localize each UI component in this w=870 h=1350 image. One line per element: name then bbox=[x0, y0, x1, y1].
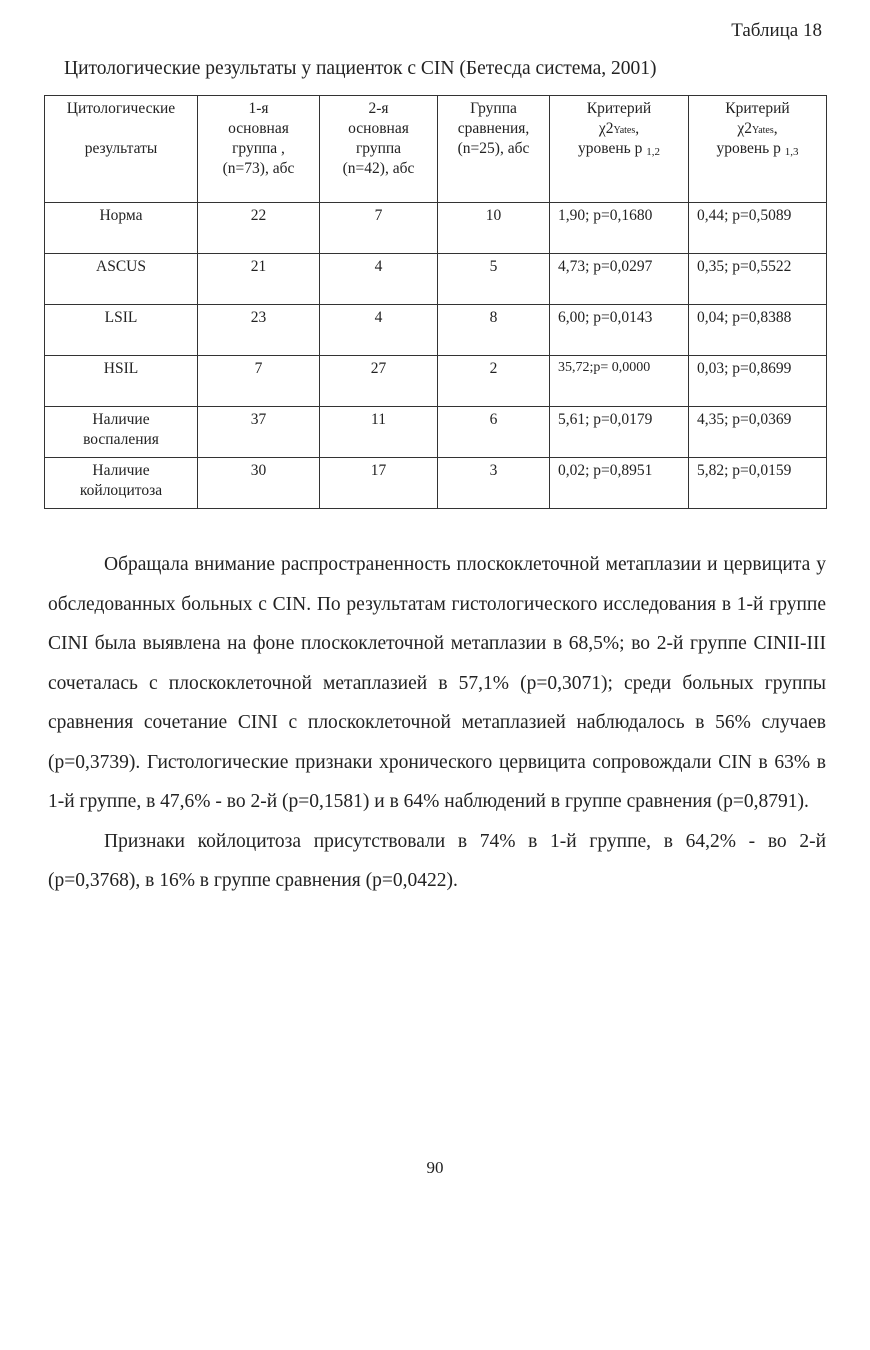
table-row bbox=[45, 203, 827, 254]
cell-p12: 35,72;р= 0,0000 bbox=[550, 356, 689, 407]
page-number: 90 bbox=[426, 1158, 444, 1177]
row-label: Норма bbox=[45, 203, 198, 254]
cell-p13: 0,35; р=0,5522 bbox=[689, 254, 827, 305]
row-label: Наличие воспаления bbox=[45, 407, 198, 458]
table-caption: Цитологические результаты у пациенток с CIN (Бетесда система, 2001) bbox=[64, 58, 657, 79]
cell-p12: 4,73; р=0,0297 bbox=[550, 254, 689, 305]
cell-group1: 7 bbox=[198, 356, 320, 407]
header-criterion-p13: Критерий χ2Yates, уровень р 1,3 bbox=[689, 96, 827, 203]
cell-group2: 4 bbox=[320, 305, 438, 356]
cell-p12: 1,90; р=0,1680 bbox=[550, 203, 689, 254]
cell-p13: 0,44; р=0,5089 bbox=[689, 203, 827, 254]
cell-group2: 7 bbox=[320, 203, 438, 254]
cell-p13: 0,04; р=0,8388 bbox=[689, 305, 827, 356]
cell-group1: 21 bbox=[198, 254, 320, 305]
table-header-row bbox=[45, 96, 827, 203]
header-group1: 1-я основная группа , (n=73), абс bbox=[198, 96, 320, 203]
table-row bbox=[45, 305, 827, 356]
cell-comparison: 10 bbox=[438, 203, 550, 254]
table-label: Таблица 18 bbox=[731, 20, 822, 41]
cell-p13: 5,82; р=0,0159 bbox=[689, 458, 827, 509]
header-criterion-p12: Критерий χ2Yates, уровень р 1,2 bbox=[550, 96, 689, 203]
row-label: ASCUS bbox=[45, 254, 198, 305]
cell-p12: 5,61; р=0,0179 bbox=[550, 407, 689, 458]
paragraph: Признаки койлоцитоза присутствовали в 74% в 1-й группе, в 64,2% - во 2-й (р=0,3768), в 16% в группе сравнения (р=0,0422). bbox=[48, 830, 826, 891]
cell-group2: 17 bbox=[320, 458, 438, 509]
cell-group2: 27 bbox=[320, 356, 438, 407]
cell-comparison: 5 bbox=[438, 254, 550, 305]
table-row bbox=[45, 254, 827, 305]
table-row bbox=[45, 356, 827, 407]
body-text bbox=[48, 545, 826, 901]
cell-group1: 30 bbox=[198, 458, 320, 509]
cell-comparison: 3 bbox=[438, 458, 550, 509]
row-label: LSIL bbox=[45, 305, 198, 356]
cytology-table bbox=[44, 95, 827, 509]
header-cytology-results: Цитологические результаты bbox=[45, 96, 198, 203]
paragraph: Обращала внимание распространенность плоскоклеточной метаплазии и цервицита у обследованных больных с CIN. По результатам гистологического исследования в 1-й группе CINI была выявлена на фоне плоскоклеточной метаплазии в 68,5%; во 2-й группе CINII-III сочеталась с плоскоклеточной метаплазией в 57,1% (р=0,3071); среди больных группы сравнения сочетание CINI с плоскоклеточной метаплазией наблюдалось в 56% случаев (р=0,3739). Гистологические признаки хронического цервицита сопровождали CIN в 63% в 1-й группе, в 47,6% - во 2-й (р=0,1581) и в 64% наблюдений в группе сравнения (р=0,8791). bbox=[48, 554, 826, 812]
cell-group2: 11 bbox=[320, 407, 438, 458]
cell-comparison: 2 bbox=[438, 356, 550, 407]
cell-group1: 37 bbox=[198, 407, 320, 458]
cell-group1: 23 bbox=[198, 305, 320, 356]
cell-p12: 6,00; р=0,0143 bbox=[550, 305, 689, 356]
cell-group2: 4 bbox=[320, 254, 438, 305]
cell-p12: 0,02; р=0,8951 bbox=[550, 458, 689, 509]
cell-p13: 0,03; р=0,8699 bbox=[689, 356, 827, 407]
table-row bbox=[45, 407, 827, 458]
cell-p13: 4,35; р=0,0369 bbox=[689, 407, 827, 458]
header-comparison-group: Группа сравнения, (n=25), абс bbox=[438, 96, 550, 203]
cell-comparison: 6 bbox=[438, 407, 550, 458]
table-row bbox=[45, 458, 827, 509]
cell-group1: 22 bbox=[198, 203, 320, 254]
row-label: HSIL bbox=[45, 356, 198, 407]
row-label: Наличие койлоцитоза bbox=[45, 458, 198, 509]
header-group2: 2-я основная группа (n=42), абс bbox=[320, 96, 438, 203]
cell-comparison: 8 bbox=[438, 305, 550, 356]
